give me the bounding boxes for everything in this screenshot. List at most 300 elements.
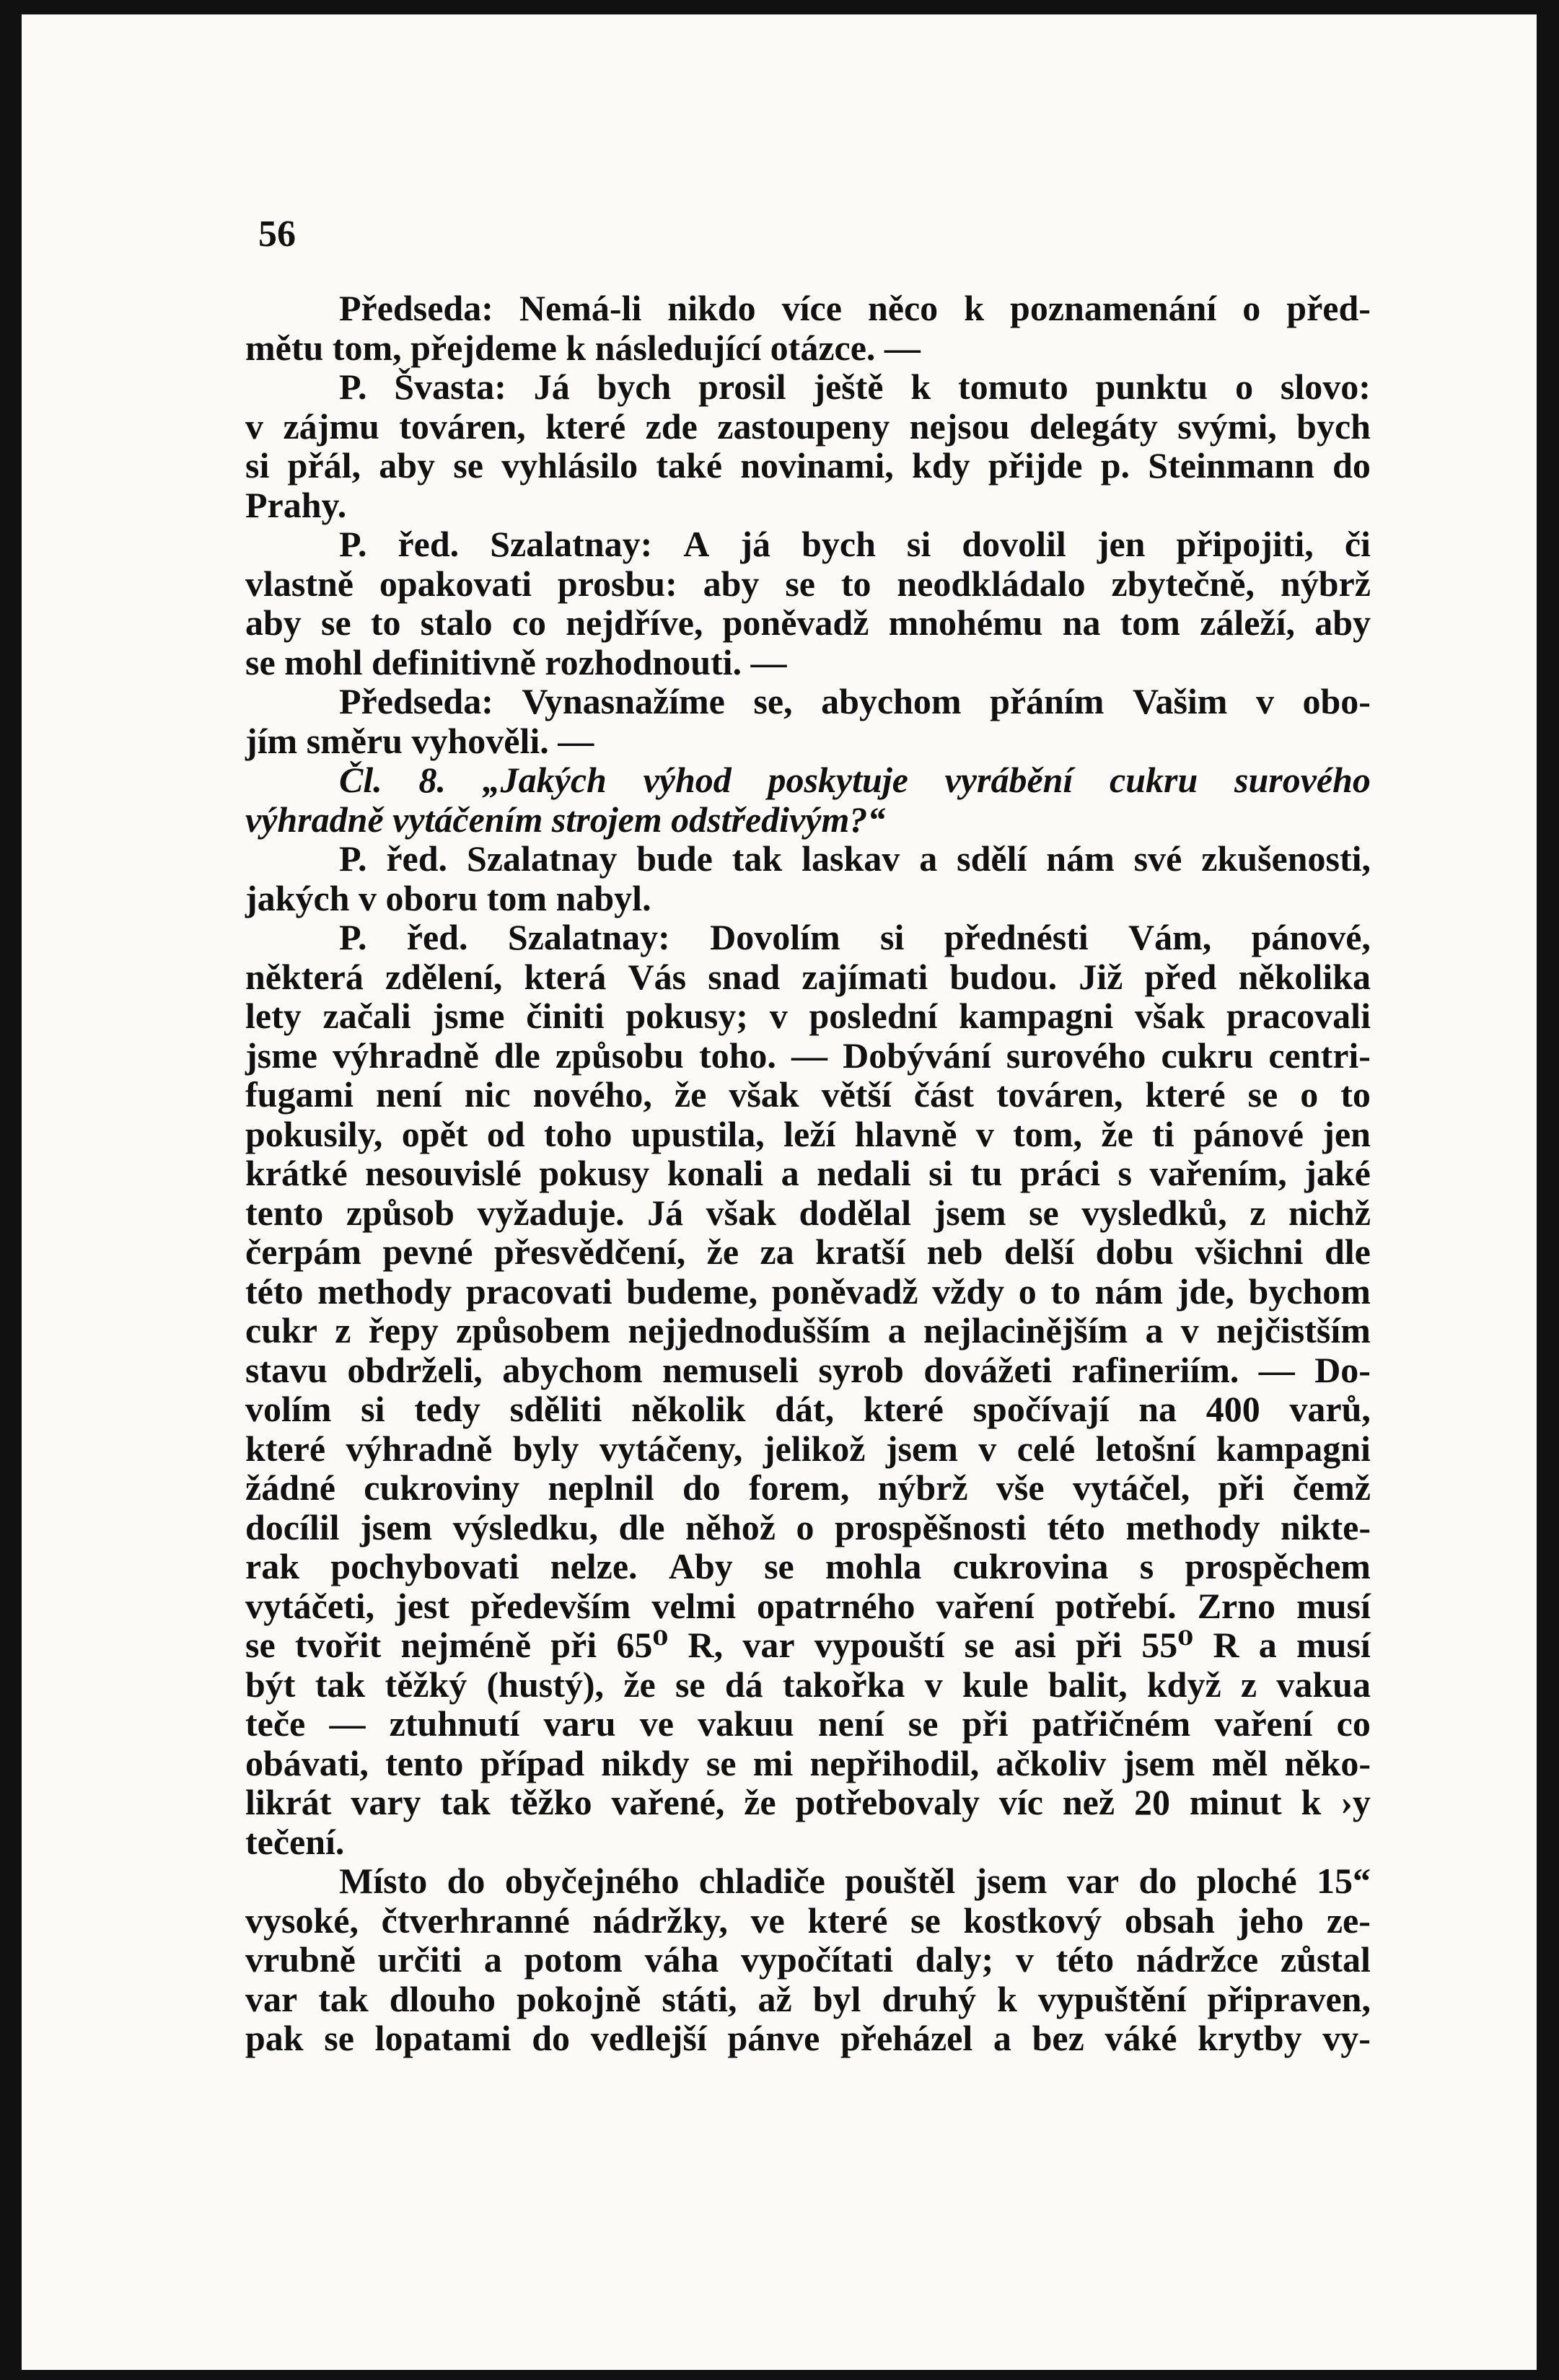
word: rak bbox=[245, 1546, 299, 1586]
word: to bbox=[840, 563, 871, 604]
word: továren, bbox=[996, 1074, 1123, 1115]
word: měl bbox=[1211, 1742, 1268, 1783]
word: výhradně bbox=[346, 1428, 493, 1469]
word: vrubně bbox=[245, 1939, 356, 1980]
text-line: se mohl definitivně rozhodnouti. — bbox=[245, 641, 787, 682]
word: „Jakých bbox=[482, 760, 607, 800]
word: ›y bbox=[1340, 1782, 1371, 1822]
word: delší bbox=[1004, 1231, 1075, 1272]
word: zastoupeny bbox=[717, 405, 890, 447]
word: R, bbox=[688, 1625, 724, 1665]
word: které bbox=[807, 1900, 888, 1941]
word: sdělí bbox=[957, 838, 1027, 879]
word: se bbox=[764, 1546, 794, 1586]
word: Švasta: bbox=[394, 366, 506, 407]
word: budeme, bbox=[626, 1270, 758, 1312]
word: surového bbox=[1006, 1035, 1146, 1076]
word: nichž bbox=[1288, 1192, 1371, 1233]
word: a bbox=[1145, 1310, 1164, 1351]
word: zbytečně, bbox=[1111, 563, 1255, 604]
text-line bbox=[245, 367, 1371, 407]
text-line bbox=[245, 1861, 1371, 1901]
word: případ bbox=[480, 1742, 585, 1783]
text-line bbox=[245, 564, 1371, 604]
word: nýbrž bbox=[877, 1467, 968, 1508]
word: se bbox=[1029, 1192, 1059, 1233]
word: že bbox=[706, 1231, 739, 1272]
word: likrát bbox=[245, 1782, 332, 1822]
text-line: Prahy. bbox=[245, 484, 347, 525]
text-line bbox=[245, 1075, 1371, 1115]
word: v bbox=[1180, 1310, 1199, 1351]
word: více bbox=[781, 288, 842, 328]
word: leží bbox=[783, 1113, 836, 1154]
word: Vás bbox=[628, 956, 687, 997]
word: mi bbox=[752, 1742, 794, 1783]
text-line bbox=[245, 1468, 1371, 1508]
text-line bbox=[245, 1508, 1371, 1547]
word: varů, bbox=[1289, 1389, 1371, 1429]
word: před- bbox=[1286, 288, 1371, 328]
word: obdrželi, bbox=[347, 1349, 483, 1390]
word: do bbox=[682, 1467, 721, 1508]
word: tak bbox=[318, 1978, 369, 2019]
word: vlastně bbox=[245, 563, 353, 604]
word: několika bbox=[1238, 956, 1371, 997]
word: vysledků, bbox=[1081, 1192, 1227, 1233]
text-line bbox=[245, 839, 1371, 879]
word: k bbox=[964, 288, 985, 328]
word: volím bbox=[245, 1389, 332, 1429]
word: této bbox=[245, 1270, 304, 1312]
word: činiti bbox=[526, 996, 605, 1036]
word: syrob bbox=[818, 1349, 904, 1390]
word: (hustý), bbox=[486, 1664, 605, 1705]
word: 20 bbox=[1133, 1782, 1170, 1822]
page-number: 56 bbox=[258, 214, 296, 255]
word: forem, bbox=[749, 1467, 850, 1508]
text-line bbox=[245, 1547, 1371, 1586]
word: tak bbox=[315, 1664, 366, 1705]
word: 15“ bbox=[1317, 1861, 1371, 1901]
word: pracovali bbox=[1226, 996, 1371, 1036]
word: vaření bbox=[936, 1585, 1035, 1626]
word: Dovolím bbox=[710, 917, 840, 957]
word: druhý bbox=[882, 1978, 977, 2019]
word: až bbox=[757, 1978, 792, 2019]
word: to bbox=[1340, 1074, 1371, 1115]
word: státi, bbox=[662, 1978, 737, 2019]
word: bez bbox=[1032, 2018, 1084, 2058]
word: toho bbox=[544, 1113, 612, 1154]
word: methody bbox=[317, 1270, 452, 1312]
word: přednésti bbox=[944, 917, 1089, 957]
word: obo- bbox=[1302, 681, 1371, 721]
word: Vašim bbox=[1132, 681, 1228, 721]
text-line bbox=[245, 446, 1371, 486]
word: si bbox=[928, 1153, 953, 1193]
word: kratší bbox=[815, 1231, 906, 1272]
word: musí bbox=[1296, 1625, 1371, 1665]
word: vary bbox=[351, 1782, 421, 1822]
word: balit, bbox=[1048, 1664, 1128, 1705]
word: poskytuje bbox=[768, 760, 908, 800]
word: přijde bbox=[988, 445, 1083, 486]
word: tom, bbox=[1013, 1113, 1082, 1154]
word: nemuseli bbox=[662, 1349, 799, 1390]
word: lety bbox=[245, 996, 302, 1036]
word: vy- bbox=[1322, 2018, 1371, 2058]
word: při bbox=[550, 1625, 597, 1665]
word: Szalatnay bbox=[466, 838, 618, 879]
word: připraven, bbox=[1207, 1978, 1371, 2019]
word: nesouvislé bbox=[365, 1153, 522, 1193]
word: vytáčeny, bbox=[599, 1428, 743, 1469]
word: cukroviny bbox=[364, 1467, 520, 1508]
word: já bbox=[740, 524, 771, 564]
word: kostkový bbox=[963, 1900, 1102, 1941]
word: bych bbox=[802, 524, 876, 564]
word: sděliti bbox=[509, 1389, 602, 1429]
word: k bbox=[997, 1978, 1017, 2019]
word: tu bbox=[970, 1153, 1003, 1193]
word: prosil bbox=[698, 366, 786, 407]
word: a bbox=[993, 2018, 1011, 2058]
word: o bbox=[1235, 366, 1254, 407]
word: abychom bbox=[821, 681, 962, 721]
word: když bbox=[1146, 1664, 1221, 1705]
word: a bbox=[781, 1153, 799, 1193]
text-line bbox=[245, 1154, 1371, 1193]
text-line bbox=[245, 2019, 1371, 2058]
word: v bbox=[975, 1113, 994, 1154]
word: Vynasnažíme bbox=[522, 681, 725, 721]
word: 65⁰ bbox=[616, 1625, 669, 1665]
word: krátké bbox=[245, 1153, 348, 1193]
word: vařené, bbox=[611, 1782, 725, 1822]
word: pochybovati bbox=[330, 1546, 519, 1586]
word: kampagni bbox=[1216, 1428, 1371, 1469]
word: potřebovaly bbox=[795, 1782, 980, 1822]
text-line: mětu tom, přejdeme k následující otázce. — bbox=[245, 327, 921, 368]
word: pokojně bbox=[517, 1978, 641, 2019]
word: jaké bbox=[1304, 1153, 1371, 1193]
word: výhradně bbox=[333, 1035, 479, 1076]
text-line: jakých v oboru tom nabyl. bbox=[245, 877, 651, 918]
word: nejméně bbox=[400, 1625, 532, 1665]
text-line bbox=[245, 603, 1371, 643]
word: pokusy; bbox=[625, 996, 748, 1036]
word: z bbox=[1240, 1664, 1257, 1705]
word: řed. bbox=[386, 838, 448, 879]
word: se bbox=[964, 1625, 995, 1665]
word: Předseda: bbox=[339, 288, 493, 328]
word: některá bbox=[245, 956, 364, 997]
word: s bbox=[1117, 1153, 1132, 1193]
word: si bbox=[361, 1389, 385, 1429]
word: v bbox=[769, 996, 788, 1036]
word: svými, bbox=[1177, 405, 1277, 447]
word: pánve bbox=[727, 2018, 820, 2058]
text-line bbox=[245, 1272, 1371, 1312]
word: nového, bbox=[532, 1074, 652, 1115]
word: upustila, bbox=[631, 1113, 765, 1154]
text-line bbox=[245, 996, 1371, 1036]
word: tom bbox=[1120, 602, 1180, 643]
word: slovo: bbox=[1280, 366, 1371, 407]
word: asi bbox=[1014, 1625, 1056, 1665]
word: zde bbox=[645, 405, 698, 447]
word: mohla bbox=[825, 1546, 922, 1586]
word: v bbox=[1015, 1939, 1034, 1980]
word: přál, bbox=[287, 445, 361, 486]
word: práci bbox=[1019, 1153, 1101, 1193]
word: bude bbox=[636, 838, 713, 879]
word: dát, bbox=[775, 1389, 835, 1429]
word: za bbox=[760, 1231, 794, 1272]
word: však bbox=[1134, 996, 1206, 1036]
word: této bbox=[1047, 1506, 1105, 1547]
article-heading-line bbox=[245, 760, 1371, 800]
word: nýbrž bbox=[1280, 563, 1371, 604]
word: 8. bbox=[418, 760, 446, 800]
word: tedy bbox=[414, 1389, 480, 1429]
word: že bbox=[1101, 1113, 1133, 1154]
word: obávati, bbox=[245, 1742, 369, 1783]
text-line bbox=[245, 1311, 1371, 1351]
word: vysoké, bbox=[245, 1900, 359, 1941]
text-line bbox=[245, 1980, 1371, 2019]
word: opět bbox=[401, 1113, 468, 1154]
word: abychom bbox=[502, 1349, 643, 1390]
word: dle bbox=[493, 1035, 540, 1076]
word: část bbox=[913, 1074, 975, 1115]
word: Nemá-li bbox=[519, 288, 642, 328]
word: v bbox=[924, 1664, 943, 1705]
word: nejjednodušším bbox=[628, 1310, 871, 1351]
word: či bbox=[1344, 524, 1371, 564]
word: určiti bbox=[377, 1939, 462, 1980]
word: přáním bbox=[990, 681, 1105, 721]
word: musí bbox=[1296, 1585, 1371, 1626]
word: nejčistším bbox=[1216, 1310, 1371, 1351]
word: si bbox=[906, 524, 931, 564]
word: 400 bbox=[1206, 1389, 1260, 1429]
word: zajímati bbox=[802, 956, 928, 997]
word: nám bbox=[1094, 1270, 1164, 1312]
word: do bbox=[532, 2018, 571, 2058]
word: dodělal bbox=[799, 1192, 912, 1233]
word: si bbox=[880, 917, 905, 957]
word: dá bbox=[724, 1664, 763, 1705]
word: novinami, bbox=[740, 445, 894, 486]
word: Místo bbox=[339, 1861, 428, 1901]
word: všichni bbox=[1195, 1231, 1304, 1272]
word: především bbox=[470, 1585, 631, 1626]
word: neb bbox=[926, 1231, 983, 1272]
word: jsem bbox=[975, 1861, 1048, 1901]
word: vaření bbox=[1214, 1703, 1313, 1744]
word: přesvědčení, bbox=[493, 1231, 686, 1272]
word: letošní bbox=[1095, 1428, 1196, 1469]
word: spočívají bbox=[972, 1389, 1110, 1429]
word: se bbox=[453, 445, 483, 486]
text-line bbox=[245, 407, 1371, 447]
word: vše bbox=[996, 1467, 1045, 1508]
word: před bbox=[1144, 956, 1217, 997]
word: byl bbox=[812, 1978, 861, 2019]
word: jen bbox=[1322, 1113, 1371, 1154]
word: pokusily, bbox=[245, 1113, 383, 1154]
word: minut bbox=[1189, 1782, 1282, 1822]
text-line bbox=[245, 1665, 1371, 1705]
word: ve bbox=[750, 1900, 785, 1941]
word: zájmu bbox=[283, 405, 379, 447]
word: co bbox=[1336, 1703, 1371, 1744]
word: to bbox=[370, 602, 401, 643]
word: výsledku, bbox=[452, 1506, 599, 1547]
word: vakuu bbox=[698, 1703, 794, 1744]
word: také bbox=[656, 445, 723, 486]
word: která bbox=[524, 956, 607, 997]
word: prosbu: bbox=[557, 563, 677, 604]
word: Já bbox=[533, 366, 570, 407]
word: fugami bbox=[245, 1074, 353, 1115]
word: jsem bbox=[934, 1192, 1006, 1233]
word: surového bbox=[1234, 760, 1371, 800]
word: není bbox=[376, 1074, 442, 1115]
word: řepy bbox=[368, 1310, 439, 1351]
word: nejlacinějším bbox=[923, 1310, 1128, 1351]
word: Dobývání bbox=[843, 1035, 991, 1076]
word: konali bbox=[667, 1153, 764, 1193]
word: váké bbox=[1105, 2018, 1177, 2058]
word: ačkoliv bbox=[996, 1742, 1107, 1783]
text-line bbox=[245, 1389, 1371, 1429]
text-line bbox=[245, 1586, 1371, 1626]
word: budou. bbox=[949, 956, 1058, 997]
word: této bbox=[1055, 1939, 1115, 1980]
word: pouštěl bbox=[845, 1861, 956, 1901]
word: — bbox=[1258, 1349, 1295, 1390]
word: při bbox=[1076, 1625, 1123, 1665]
word: v bbox=[245, 405, 263, 447]
word: methody bbox=[1125, 1506, 1260, 1547]
word: těžký bbox=[385, 1664, 467, 1705]
word: poněvadž bbox=[771, 1270, 918, 1312]
text-line bbox=[245, 1036, 1371, 1076]
word: jeho bbox=[1237, 1900, 1304, 1941]
word: co bbox=[511, 602, 547, 643]
text-line bbox=[245, 1625, 1371, 1665]
word: ve bbox=[639, 1703, 674, 1744]
word: nikte- bbox=[1280, 1506, 1371, 1547]
word: pánové bbox=[1193, 1113, 1304, 1154]
text-line bbox=[245, 524, 1371, 564]
text-line bbox=[245, 1704, 1371, 1744]
word: Vám, bbox=[1128, 917, 1212, 957]
word: s bbox=[1139, 1546, 1154, 1586]
word: vyhlásilo bbox=[501, 445, 638, 486]
word: jsem bbox=[1123, 1742, 1195, 1783]
word: stalo bbox=[420, 602, 493, 643]
word: aby bbox=[379, 445, 436, 486]
text-line bbox=[245, 682, 1371, 721]
word: P. bbox=[339, 366, 367, 407]
word: nám bbox=[1046, 838, 1115, 879]
word: a bbox=[483, 1939, 502, 1980]
word: stavu bbox=[245, 1349, 328, 1390]
word: cukr bbox=[245, 1310, 317, 1351]
word: potom bbox=[524, 1939, 623, 1980]
word: do bbox=[447, 1861, 486, 1901]
word: jde, bbox=[1177, 1270, 1234, 1312]
word: to bbox=[1050, 1270, 1081, 1312]
word: centri- bbox=[1268, 1035, 1371, 1076]
word: a bbox=[887, 1310, 906, 1351]
word: několik bbox=[631, 1389, 746, 1429]
word: způsobu bbox=[555, 1035, 684, 1076]
word: daly; bbox=[915, 1939, 994, 1980]
word: var bbox=[1066, 1861, 1120, 1901]
word: připojiti, bbox=[1176, 524, 1314, 564]
word: se bbox=[320, 602, 351, 643]
word: způsob bbox=[346, 1192, 454, 1233]
word: větší bbox=[821, 1074, 892, 1115]
word: čtverhranné bbox=[381, 1900, 570, 1941]
word: si bbox=[245, 445, 270, 486]
text-line bbox=[245, 1232, 1371, 1272]
word: Do- bbox=[1314, 1349, 1371, 1390]
word: P. bbox=[339, 524, 367, 564]
word: kule bbox=[962, 1664, 1029, 1705]
word: aby bbox=[1314, 602, 1371, 643]
word: pracovati bbox=[465, 1270, 612, 1312]
word: neplnil bbox=[548, 1467, 654, 1508]
word: jen bbox=[1097, 524, 1146, 564]
word: víc bbox=[998, 1782, 1043, 1822]
word: něco bbox=[867, 288, 939, 328]
word: patřičném bbox=[1032, 1703, 1191, 1744]
word: A bbox=[683, 524, 710, 564]
word: však bbox=[729, 1074, 799, 1115]
word: které bbox=[545, 405, 626, 447]
word: vytáčeti, bbox=[245, 1585, 375, 1626]
text-line bbox=[245, 1115, 1371, 1154]
word: jsem bbox=[360, 1506, 433, 1547]
text-line bbox=[245, 1744, 1371, 1783]
word: v bbox=[1255, 681, 1274, 721]
word: dlouho bbox=[389, 1978, 496, 2019]
word: kdy bbox=[912, 445, 970, 486]
word: 55⁰ bbox=[1141, 1625, 1194, 1665]
text-line bbox=[245, 1429, 1371, 1469]
word: tomuto bbox=[957, 366, 1068, 407]
word: do bbox=[1332, 445, 1371, 486]
word: jsme bbox=[245, 1035, 317, 1076]
text-line bbox=[245, 289, 1371, 328]
word: jelikož bbox=[763, 1428, 866, 1469]
word: vedlejší bbox=[590, 2018, 707, 2058]
word: dovážeti bbox=[923, 1349, 1053, 1390]
word: které bbox=[863, 1389, 944, 1429]
word: ztuhnutí bbox=[389, 1703, 520, 1744]
word: dle bbox=[618, 1506, 665, 1547]
word: se, bbox=[753, 681, 793, 721]
word: poněvadž bbox=[722, 602, 869, 643]
word: lopatami bbox=[374, 2018, 511, 2058]
word: a bbox=[1258, 1625, 1277, 1665]
